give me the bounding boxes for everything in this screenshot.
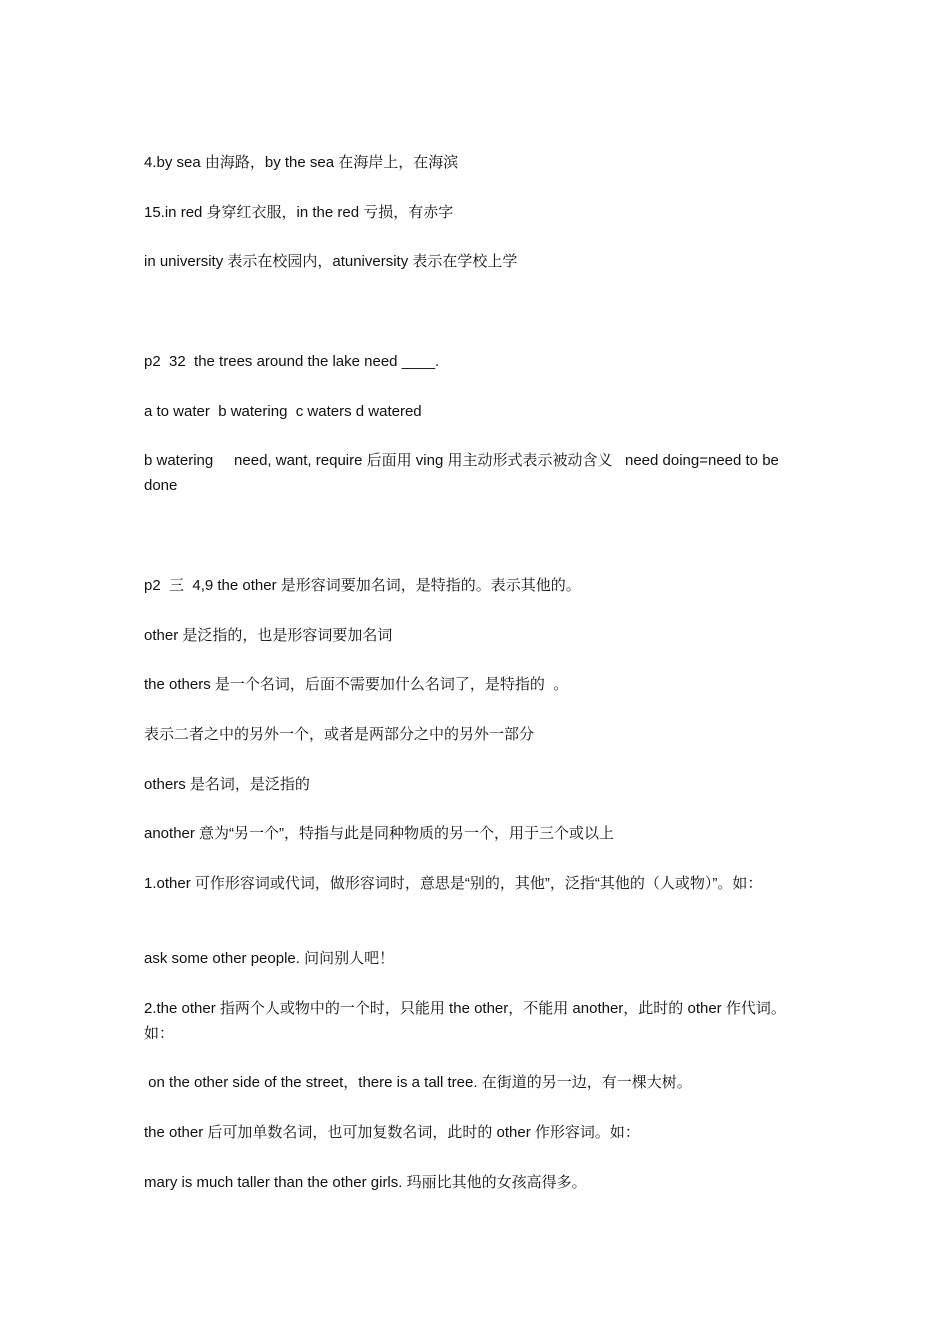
- paragraph-question-p2-32: p2 32 the trees around the lake need ____.: [144, 353, 440, 370]
- paragraph-answer-explanation: b watering need, want, require 后面用 ving 用主动形式表示被动含义 need doing=need to be done: [144, 452, 784, 494]
- paragraph-rule-1: 1.other 可作形容词或代词，做形容词时，意思是“别的，其他”，泛指“其他的（人或物）”。如：: [144, 875, 763, 892]
- paragraph-example-3: mary is much taller than the other girls. 玛丽比其他的女孩高得多。: [144, 1174, 587, 1191]
- paragraph-in-red: 15.in red 身穿红衣服，in the red 亏损，有赤字: [144, 204, 454, 221]
- paragraph-rule-3: the other 后可加单数名词，也可加复数名词，此时的 other 作形容词。如：: [144, 1124, 640, 1141]
- paragraph-example-2: on the other side of the street，there is a tall tree. 在街道的另一边，有一棵大树。: [144, 1074, 692, 1091]
- paragraph-the-others: the others 是一个名词，后面不需要加什么名词了，是特指的 。: [144, 676, 569, 693]
- paragraph-by-sea: 4.by sea 由海路，by the sea 在海岸上，在海滨: [144, 154, 459, 171]
- paragraph-two-parts: 表示二者之中的另外一个，或者是两部分之中的另外一部分: [144, 726, 535, 743]
- paragraph-others-noun: others 是名词，是泛指的: [144, 776, 310, 793]
- paragraph-example-1: ask some other people. 问问别人吧！: [144, 950, 395, 967]
- paragraph-answer-options: a to water b watering c waters d watered: [144, 403, 422, 420]
- paragraph-rule-2: 2.the other 指两个人或物中的一个时，只能用 the other，不能用 another，此时的 other 作代词。如：: [144, 1000, 786, 1042]
- paragraph-other-general: other 是泛指的，也是形容词要加名词: [144, 627, 393, 644]
- paragraph-another: another 意为“另一个”，特指与此是同种物质的另一个，用于三个或以上: [144, 825, 615, 842]
- paragraph-in-university: in university 表示在校园内，atuniversity 表示在学校上学: [144, 253, 518, 270]
- paragraph-p2-the-other: p2 三 4,9 the other 是形容词要加名词，是特指的。表示其他的。: [144, 577, 581, 594]
